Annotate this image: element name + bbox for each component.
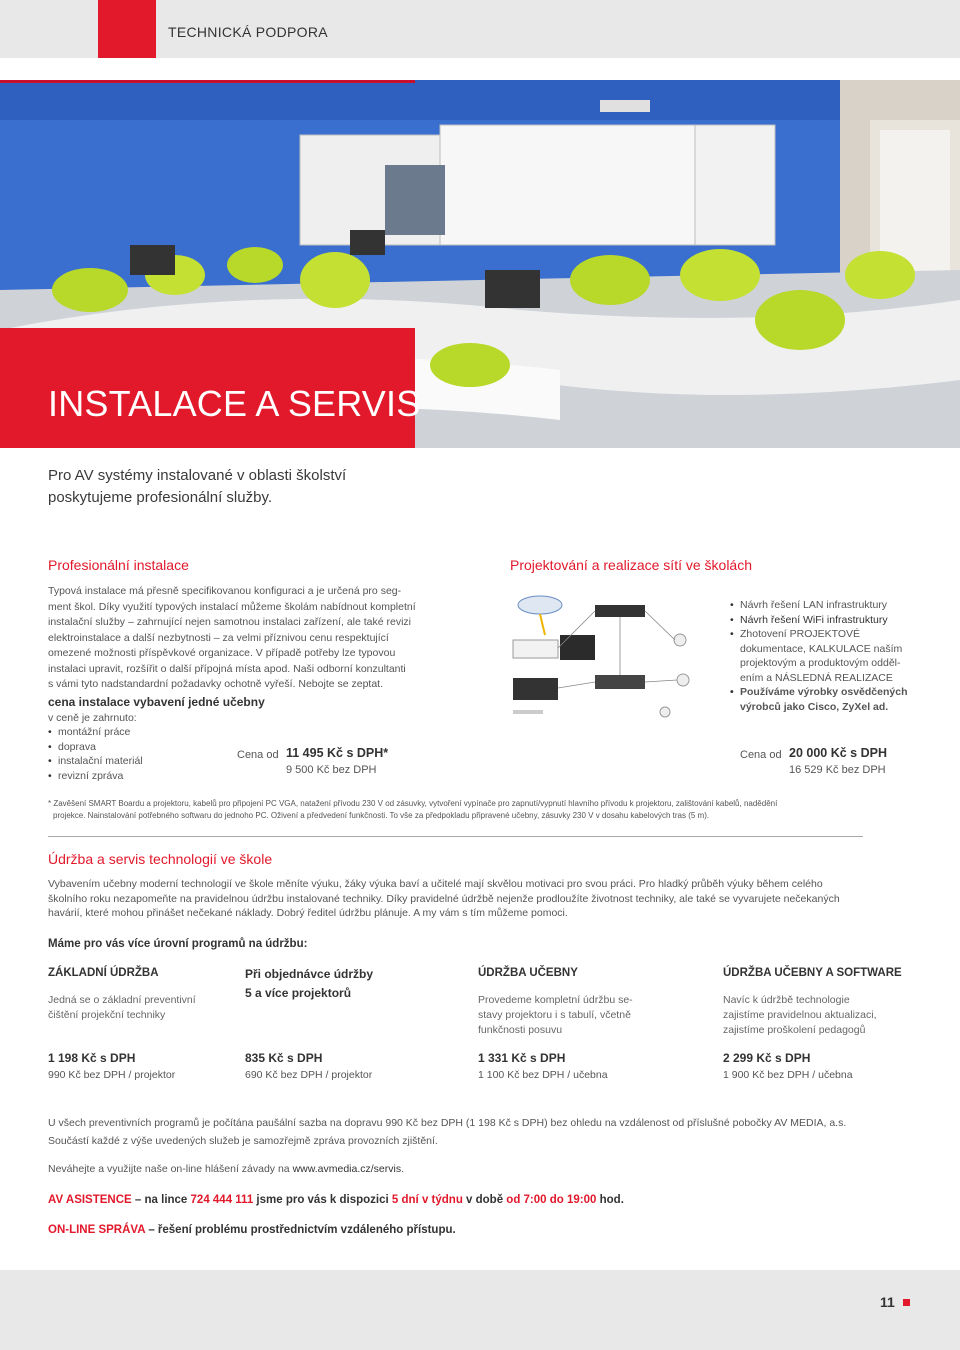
paragraph-line: Vybavením učebny moderní technologií ve škole měníte výuku, žáky výuka baví a učitelé mají skvělou motivaci pro svou práci. Pro hladký průběh výuky během celého [48, 878, 823, 890]
installation-heading: Profesionální instalace [48, 557, 189, 573]
paragraph-line: Typová instalace má přesně specifikovanou konfiguraci a je určená pro seg- [48, 585, 402, 597]
plan-description-line: zajistíme pravidelnou aktualizaci, [723, 1009, 877, 1021]
plan-price: 1 198 Kč s DPH [48, 1051, 136, 1065]
plan-price-net: 690 Kč bez DPH / projektor [245, 1069, 373, 1081]
assistance-days: 5 dní v týdnu [391, 1194, 463, 1206]
intro-text [48, 465, 448, 509]
plan-description [48, 993, 196, 1023]
section-label: TECHNICKÁ PODPORA [168, 24, 328, 40]
list-item: • Návrh řešení WiFi infrastruktury [730, 613, 920, 628]
programs-title: Máme pro vás více úrovní programů na údržbu: [48, 938, 308, 950]
network-price-net: 16 529 Kč bez DPH [789, 764, 886, 776]
online-report-note [48, 1162, 404, 1178]
paragraph-line: ment škol. Díky využití typových instalací můžeme školám nabídnout kompletní [48, 600, 416, 613]
intro-line-1: Pro AV systémy instalované v oblasti školství [48, 467, 347, 484]
online-report-text: Neváhejte a využijte naše on-line hlášení závady na [48, 1163, 293, 1175]
plan-title: ZÁKLADNÍ ÚDRŽBA [48, 967, 159, 979]
list-item: • Používáme výrobky osvědčených výrobců jako Cisco, ZyXel ad. [730, 685, 920, 714]
list-item: • Návrh řešení LAN infrastruktury [730, 598, 920, 613]
plan-description-line: čištění projekční techniky [48, 1009, 166, 1021]
paragraph-line: elektroinstalace a další nezbytnosti – za velmi příznivou cenu respektující [48, 631, 389, 644]
paragraph-line: omezené možnosti příspěvkové organizace. V případě potřeby lze typovou [48, 647, 396, 659]
plan-title: ÚDRŽBA UČEBNY A SOFTWARE [723, 967, 902, 979]
network-price: 20 000 Kč s DPH [789, 746, 887, 760]
assistance-label: AV ASISTENCE [48, 1194, 132, 1206]
paragraph-line: instalaci upravit, rozšířit o další přípojná místa apod. Naši odborní konzultanti [48, 662, 406, 675]
list-item: • doprava [48, 740, 228, 755]
network-diagram [505, 590, 720, 720]
network-price-from-label: Cena od [740, 749, 782, 761]
plan-description-line: zajistíme proškolení pedagogů [723, 1024, 866, 1036]
plan-price: 835 Kč s DPH [245, 1051, 323, 1065]
list-item: • Zhotovení PROJEKTOVÉ dokumentace, KALKULACE naším projektovým a produktovým odděl-ením a NÁSLEDNÁ REALIZACE [730, 627, 920, 685]
paragraph-line: s vámi tyto nadstandardní požadavky ochotně vyřeší. Nebojte se zeptat. [48, 678, 384, 690]
online-management-text: – řešení problému prostřednictvím vzdáleného přístupu. [145, 1224, 456, 1236]
plan-description-line: funkčnosti posuvu [478, 1024, 563, 1036]
plan-description-line: Jedná se o základní preventivní [48, 994, 196, 1006]
plan-description-line: Navíc k údržbě technologie [723, 994, 850, 1006]
report-note: Součástí každé z výše uvedených služeb je samozřejmě zpráva provozních zjištění. [48, 1135, 438, 1147]
page-marker-icon [903, 1299, 910, 1306]
footnote-line-1: * Zavěšení SMART Boardu a projektoru, kabelů pro připojení PC VGA, natažení přívodu 230 V od zásuvky, vytvoření vypínače pro zapnutí/vypnutí hlavního přívodu k projektoru, zalištování kabelů, nadědění [48, 799, 778, 808]
paragraph-line: havárií, které mohou přinášet nečekané náklady. Dobrý ředitel údržbu plánuje. A my vám s tím můžeme pomoci. [48, 907, 568, 919]
network-services-list [730, 598, 920, 714]
list-item: • revizní zpráva [48, 769, 228, 784]
banner-accent-line [0, 80, 415, 83]
plan-title-line-2: 5 a více projektorů [245, 986, 352, 1000]
paragraph-line: školního roku nezapomeňte na pravidelnou údržbu instalované techniky. Díky pravidelné údržbě nejenže prodloužíte životnost techniky, ale také se vyvarujete nečekaných [48, 892, 840, 905]
list-item: • instalační materiál [48, 754, 228, 769]
installation-paragraph [48, 584, 448, 693]
plan-price: 2 299 Kč s DPH [723, 1051, 811, 1065]
assistance-text: – na lince [131, 1194, 191, 1206]
plan-price: 1 331 Kč s DPH [478, 1051, 566, 1065]
list-item: • montážní práce [48, 725, 228, 740]
header-red-block [98, 0, 156, 58]
installation-price-net: 9 500 Kč bez DPH [286, 764, 377, 776]
maintenance-paragraph [48, 877, 918, 921]
installation-price: 11 495 Kč s DPH* [286, 746, 389, 760]
plan-description-line: stavy projektoru i s tabulí, včetně [478, 1009, 631, 1021]
plan-title: Při objednávce údržby [245, 967, 374, 981]
plan-title: ÚDRŽBA UČEBNY [478, 967, 578, 979]
maintenance-heading: Údržba a servis technologií ve škole [48, 851, 273, 867]
plan-price-net: 990 Kč bez DPH / projektor [48, 1069, 176, 1081]
transport-note: U všech preventivních programů je počítána paušální sazba na dopravu 990 Kč bez DPH (1 198 Kč s DPH) bez ohledu na vzdálenost od příslušné pobočky AV MEDIA, a.s. [48, 1117, 847, 1129]
price-from-label: Cena od [237, 749, 279, 761]
online-management [48, 1224, 456, 1236]
service-link[interactable]: www.avmedia.cz/servis [292, 1163, 402, 1175]
intro-line-2: poskytujeme profesionální služby. [48, 489, 273, 506]
assistance-text: jsme pro vás k dispozici [253, 1194, 392, 1206]
divider [48, 836, 863, 837]
assistance-text: hod. [596, 1194, 624, 1206]
online-management-label: ON-LINE SPRÁVA [48, 1224, 146, 1236]
price-heading: cena instalace vybavení jedné učebny [48, 695, 265, 709]
page-number: 11 [880, 1294, 895, 1310]
page-title: INSTALACE A SERVIS [48, 383, 421, 424]
plan-price-net: 1 900 Kč bez DPH / učebna [723, 1069, 853, 1081]
plan-price-net: 1 100 Kč bez DPH / učebna [478, 1069, 608, 1081]
period: . [401, 1163, 405, 1175]
included-list [48, 725, 228, 783]
plan-description [478, 993, 633, 1038]
footer-bar [0, 1270, 960, 1350]
footnote [48, 798, 918, 822]
footnote-line-2: projekce. Nainstalování potřebného softwaru do jednoho PC. Oživení a předvedení funkčnosti. To vše za předpokladu připravené učebny, zásuvky 230 V v dosahu kabelových tras (5 m). [53, 811, 710, 820]
paragraph-line: instalační služby – zahrnující nejen samotnou instalaci zařízení, ale také revizi [48, 616, 412, 628]
assistance-text: v době [462, 1194, 507, 1206]
price-subheading: v ceně je zahrnuto: [48, 712, 137, 724]
plan-description [723, 993, 877, 1038]
assistance-hours: od 7:00 do 19:00 [506, 1194, 597, 1206]
network-heading: Projektování a realizace sítí ve školách [510, 557, 753, 573]
av-assistance [48, 1194, 624, 1206]
assistance-phone[interactable]: 724 444 111 [190, 1194, 254, 1206]
plan-description-line: Provedeme kompletní údržbu se- [478, 994, 633, 1006]
